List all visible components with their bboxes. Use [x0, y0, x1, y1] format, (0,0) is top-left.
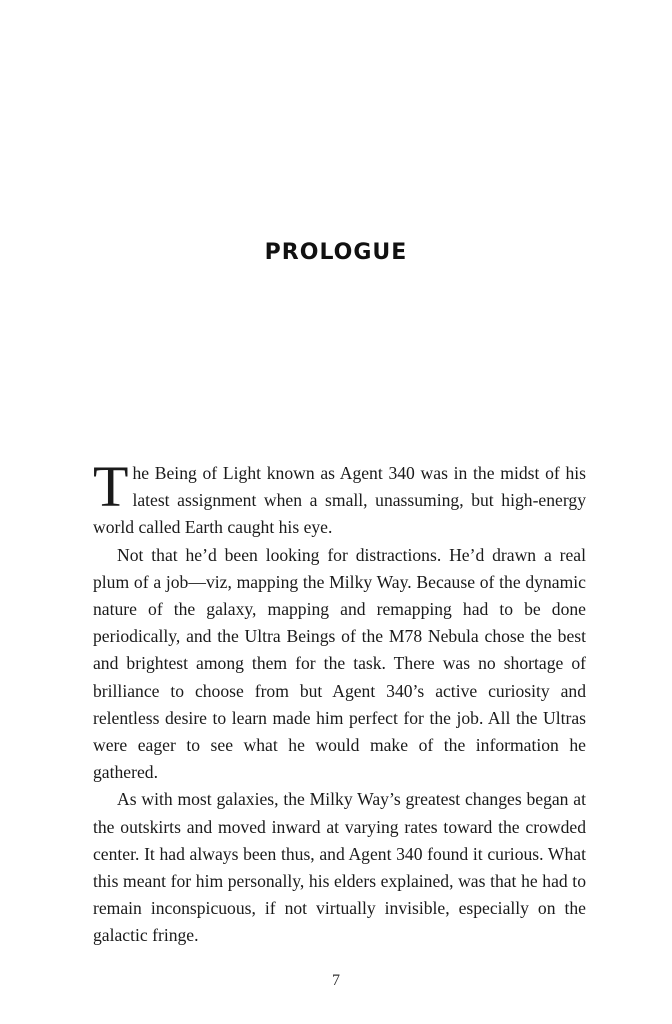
- paragraph-3: As with most galaxies, the Milky Way’s greatest changes began at the outskirts and moved inward at varying rates toward the crowded center. It had always been thus, and Agent 340 found it curious. What this meant for him personally, his elders explained, was that he had to remain inconspicuous, if not virtually invisible, especially on the galactic fringe.: [93, 789, 586, 946]
- drop-cap: T: [93, 454, 129, 519]
- paragraph-1: [93, 454, 586, 542]
- chapter-title: PROLOGUE: [264, 240, 408, 265]
- body-text: [93, 454, 586, 950]
- paragraph-1-text: he Being of Light known as Agent 340 was in the midst of his latest assignment when a small, unassuming, but high-energy world called Earth caught his eye.: [93, 463, 586, 538]
- page-number: 7: [332, 972, 340, 989]
- paragraph-2: Not that he’d been looking for distractions. He’d drawn a real plum of a job—viz, mapping the Milky Way. Because of the dynamic nature of the galaxy, mapping and remapping had to be done periodically, and the Ultra Beings of the M78 Nebula chose the best and brightest among them for the task. There was no shortage of brilliance to choose from but Agent 340’s active curiosity and relentless desire to learn made him perfect for the job. All the Ultras were eager to see what he would make of the information he gathered.: [93, 544, 586, 783]
